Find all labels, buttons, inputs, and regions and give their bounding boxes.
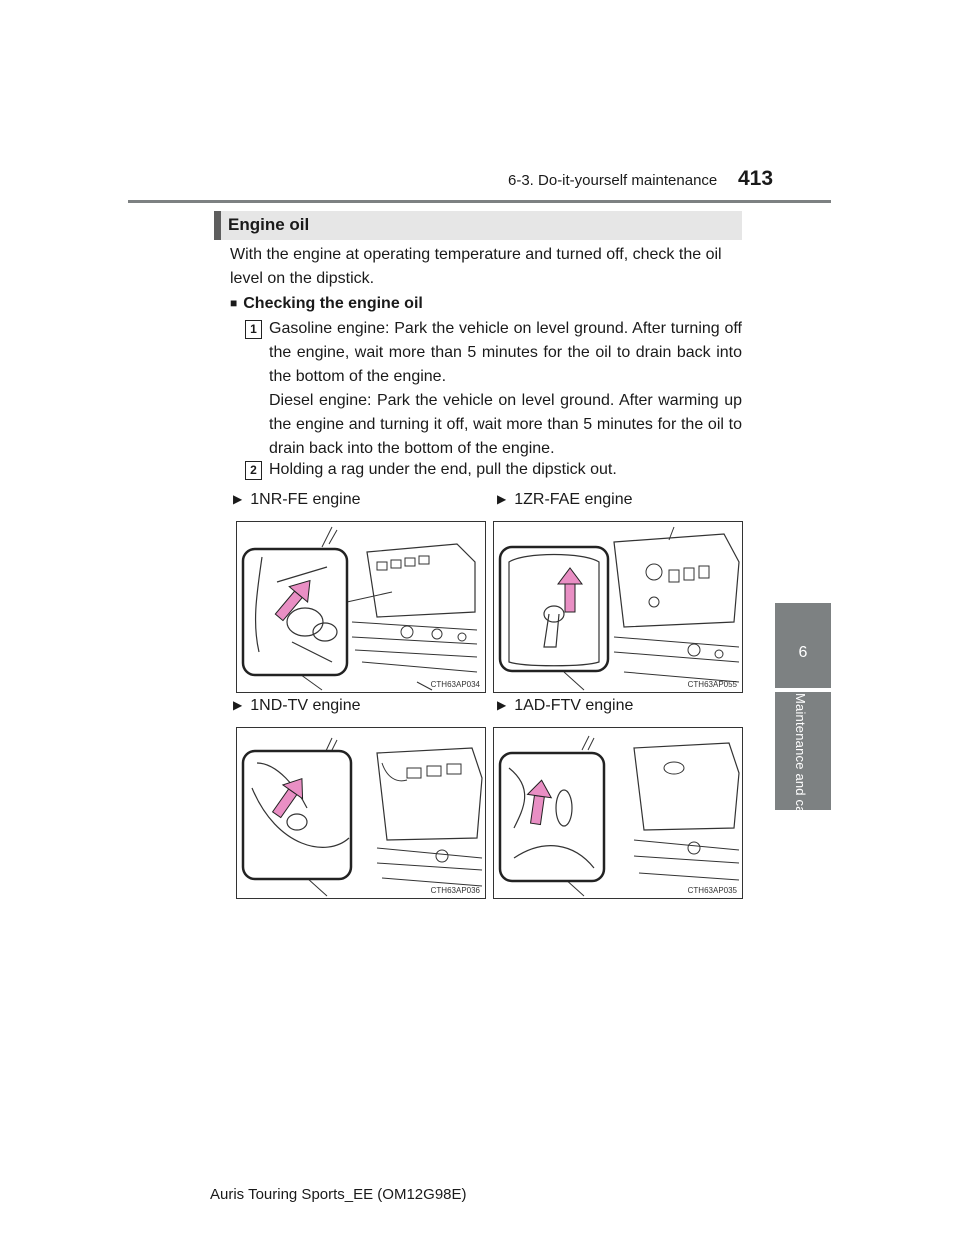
section-heading-marker [214, 211, 221, 240]
figure-caption-1nd [233, 697, 361, 715]
intro-paragraph: With the engine at operating temperature and turned off, check the oil level on the dipstick. [230, 246, 722, 287]
subheading-text: Checking the engine oil [243, 295, 423, 312]
header-rule [128, 200, 831, 203]
figure-code: CTH63AP055 [687, 680, 737, 689]
step-number-2: 2 [245, 461, 262, 480]
step-1-diesel: Diesel engine: Park the vehicle on level ground. After warming up the engine and turning it off, wait more than 5 minutes for the oil to drain back into the bottom of the engine. [269, 392, 742, 457]
engine-figure-1nd [236, 727, 486, 899]
page-number: 413 [738, 167, 774, 190]
engine-figure-1ad [493, 727, 743, 899]
figure-code: CTH63AP035 [687, 886, 737, 895]
caption-arrow-icon: ▶ [233, 698, 243, 712]
figure-caption-text: 1ND-TV engine [250, 697, 361, 714]
engine-illustration-1nr [237, 522, 485, 692]
engine-illustration-1ad [494, 728, 742, 898]
step-1-gasoline: Gasoline engine: Park the vehicle on level ground. After turning off the engine, wait more than 5 minutes for the oil to drain back into the bottom of the engine. [269, 320, 742, 385]
caption-arrow-icon: ▶ [497, 698, 507, 712]
chapter-title: Maintenance and care [793, 693, 808, 826]
figure-caption-1ad [497, 697, 633, 715]
caption-arrow-icon: ▶ [497, 492, 507, 506]
engine-figure-1zr [493, 521, 743, 693]
chapter-tab [775, 603, 831, 688]
engine-illustration-1zr [494, 522, 742, 692]
step-2-text: Holding a rag under the end, pull the dipstick out. [269, 461, 617, 478]
chapter-number: 6 [798, 644, 808, 661]
figure-caption-1zr [497, 491, 633, 509]
square-bullet-icon: ■ [230, 296, 238, 310]
figure-code: CTH63AP034 [430, 680, 480, 689]
figure-caption-text: 1NR-FE engine [250, 491, 361, 508]
figure-caption-text: 1AD-FTV engine [514, 697, 634, 714]
engine-figure-1nr [236, 521, 486, 693]
section-heading [214, 211, 742, 240]
engine-illustration-1nd [237, 728, 485, 898]
figure-caption-1nr [233, 491, 361, 509]
figure-code: CTH63AP036 [430, 886, 480, 895]
section-heading-text: Engine oil [228, 215, 310, 234]
footer-manual-title: Auris Touring Sports_EE (OM12G98E) [210, 1186, 467, 1203]
figure-caption-text: 1ZR-FAE engine [514, 491, 633, 508]
caption-arrow-icon: ▶ [233, 492, 243, 506]
step-number-1: 1 [245, 320, 262, 339]
subheading [230, 291, 423, 316]
header-section-title: 6-3. Do-it-yourself maintenance [508, 172, 718, 189]
